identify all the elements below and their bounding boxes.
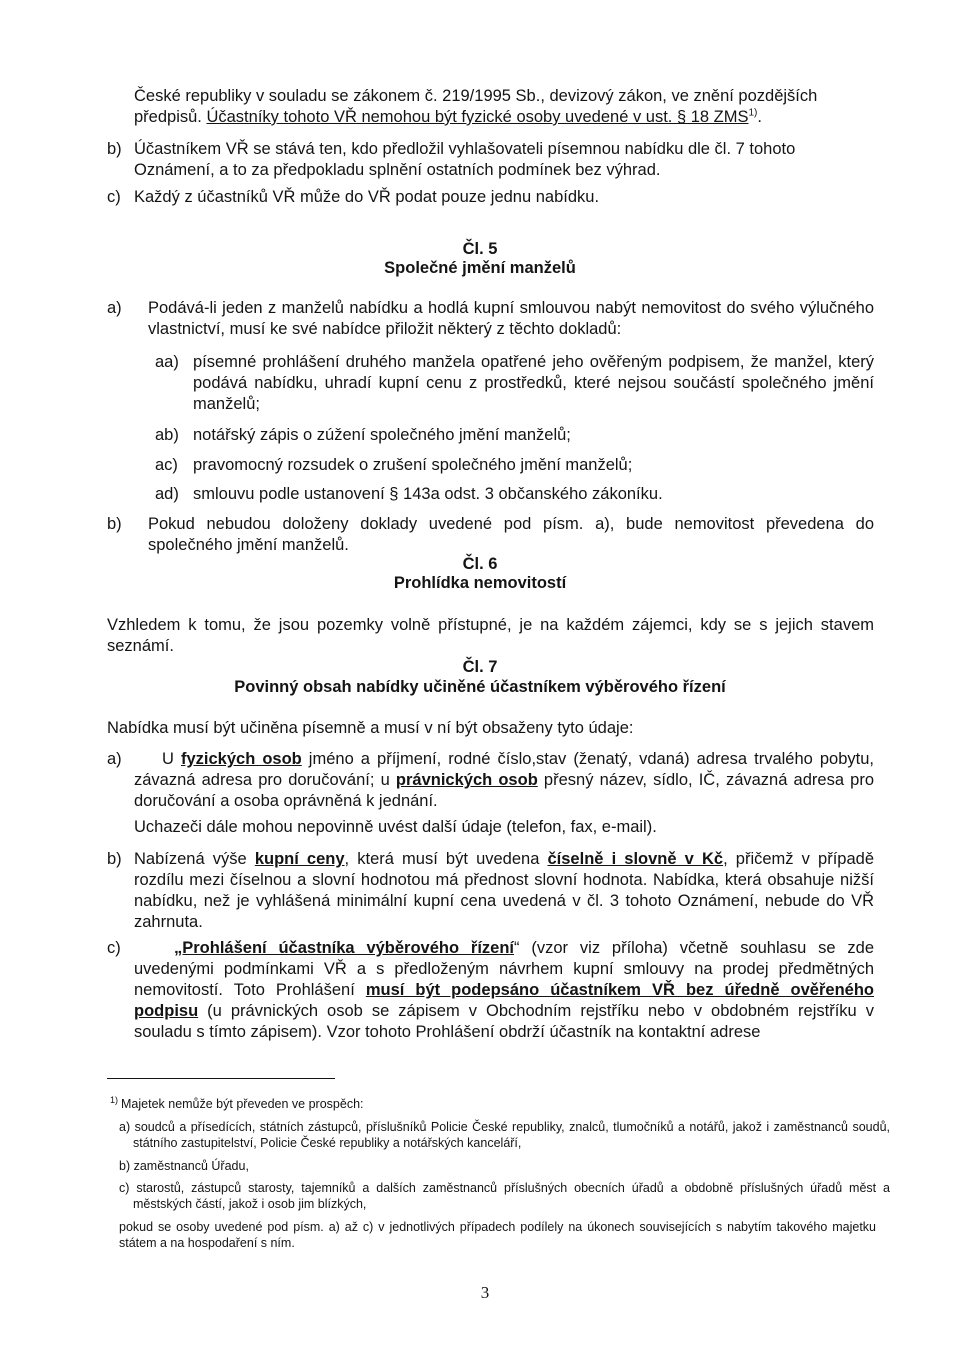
cl5-ad-label: ad)	[155, 485, 179, 503]
cl6-text: Vzhledem k tomu, že jsou pozemky volně přístupné, je na každém zájemci, kdy se s jejich stavem seznámí.	[107, 616, 874, 655]
cl5-ab-label: ab)	[155, 426, 179, 444]
cl7-c-label: c)	[107, 939, 121, 957]
cl5-ad-text: smlouvu podle ustanovení § 143a odst. 3 občanského zákoníku.	[193, 485, 663, 503]
cl7-number: Čl. 7	[462, 658, 498, 676]
cl5-a-label: a)	[107, 299, 122, 317]
cl5-a-text: Podává-li jeden z manželů nabídku a hodlá kupní smlouvou nabýt nemovitost do svého výlučného vlastnictví, musí ke své nabídce přiložit některý z těchto dokladů:	[148, 299, 874, 338]
cl7-a-t1: U	[162, 750, 181, 768]
cl7-b-t1: Nabízená výše	[134, 850, 255, 868]
intro-line2-underlined: Účastníky tohoto VŘ nemohou být fyzické osoby uvedené v ust. § 18 ZMS	[206, 108, 749, 126]
cl7-b-text	[134, 849, 874, 933]
cl5-aa-text: písemné prohlášení druhého manžela opatřené jeho ověřeným podpisem, že manžel, který podává nabídku, uhradí kupní cenu z prostředků, které nejsou součástí společného jmění manželů;	[193, 353, 874, 413]
footnote-b: b) zaměstnanců Úřadu,	[119, 1159, 249, 1173]
cl7-c-t1: “ (vzor viz příloha) včetně souhlasu se zde uvedenými podmínkami VŘ a s předloženým návrhem kupní smlouvy na prodej předmětných nemovitostí. Toto Prohlášení	[134, 939, 874, 999]
cl6-title: Prohlídka nemovitostí	[393, 574, 567, 592]
cl7-b-label: b)	[107, 850, 122, 868]
cl5-aa-label: aa)	[155, 353, 179, 371]
footnote-c: c) starostů, zástupců starosty, tajemníků a dalších zaměstnanců příslušných obecních úřadů a obdobně příslušných úřadů měst a městských částí, jakož i osob jim blízkých,	[119, 1181, 890, 1211]
cl7-a-t3: přesný název, sídlo, IČ, závazná adresa pro doručování a osoba oprávněná k jednání.	[134, 771, 875, 810]
cl5-ac-text: pravomocný rozsudek o zrušení společného jmění manželů;	[193, 456, 633, 474]
footnote-mark-text: 1)	[110, 1095, 119, 1105]
intro-b-label: b)	[107, 140, 122, 158]
intro-b-text: Účastníkem VŘ se stává ten, kdo předložil vyhlašovateli písemnou nabídku dle čl. 7 tohoto Oznámení, a to za předpokladu splnění ostatních podmínek bez výhrad.	[134, 140, 796, 179]
footnote-ref: 1)	[748, 107, 758, 119]
intro-c-text: Každý z účastníků VŘ může do VŘ podat pouze jednu nabídku.	[134, 188, 600, 206]
intro-line1: České republiky v souladu se zákonem č. 219/1995 Sb., devizový zákon, ve znění pozdějších	[134, 87, 818, 105]
footnote-divider	[107, 1078, 335, 1079]
cl7-c-declaration: „Prohlášení účastníka výběrového řízení	[174, 939, 515, 957]
cl6-number: Čl. 6	[462, 555, 498, 573]
cl5-ac-label: ac)	[155, 456, 178, 474]
cl7-b-numeric-verbal: číselně i slovně v Kč	[547, 850, 724, 868]
cl7-c-t2: (u právnických osob se zápisem v Obchodním rejstříku nebo v obdobném rejstříku v souladu s tímto zápisem). Vzor tohoto Prohlášení obdrží účastník na kontaktní adrese	[134, 1002, 874, 1041]
cl5-b-text: Pokud nebudou doloženy doklady uvedené pod písm. a), bude nemovitost převedena do společného jmění manželů.	[148, 515, 874, 554]
intro-line2-end: .	[757, 108, 762, 126]
cl7-a-extra: Uchazeči dále mohou nepovinně uvést další údaje (telefon, fax, e-mail).	[134, 818, 657, 836]
cl7-a-t2: jméno a příjmení, rodné číslo,stav (ženatý, vdaná) adresa trvalého pobytu, závazná adresa pro doručování; u	[134, 750, 875, 789]
intro-c-label: c)	[107, 188, 121, 206]
cl7-a-label: a)	[107, 750, 122, 768]
cl7-lead: Nabídka musí být učiněna písemně a musí v ní být obsaženy tyto údaje:	[107, 719, 634, 737]
cl7-title: Povinný obsah nabídky učiněné účastníkem výběrového řízení	[234, 678, 726, 696]
cl5-ab-text: notářský zápis o zúžení společného jmění manželů;	[193, 426, 571, 444]
cl7-a-text	[134, 749, 874, 812]
footnote-head: Majetek nemůže být převeden ve prospěch:	[121, 1097, 364, 1111]
cl7-a-legal-persons: právnických osob	[395, 771, 538, 789]
page-number: 3	[480, 1283, 490, 1302]
footnote-a: a) soudců a přísedících, státních zástupců, příslušníků Policie České republiky, znalců, tlumočníků a notářů, jakož i zaměstnanců soudů, státního zastupitelství, Policie České republiky a notářských kanceláří,	[119, 1120, 890, 1150]
cl5-number: Čl. 5	[462, 240, 498, 258]
cl7-c-text	[134, 938, 874, 1043]
footnote-tail: pokud se osoby uvedené pod písm. a) až c) v jednotlivých případech podílely na úkonech souvisejících s nabytím takového majetku státem a na hospodaření s ním.	[119, 1220, 876, 1250]
cl5-title: Společné jmění manželů	[384, 259, 576, 277]
cl7-b-t3: , přičemž v případě rozdílu mezi číselnou a slovní hodnotou má přednost slovní hodnota. Nabídka, která obsahuje nižší nabídku, než je vyhlášená minimální kupní cena uvedená v čl. 3 tohoto Oznámení, nebude do VŘ zahrnuta.	[134, 850, 874, 931]
cl7-a-natural-persons: fyzických osob	[180, 750, 302, 768]
cl7-b-purchase-price: kupní ceny	[254, 850, 345, 868]
cl7-c-signature-requirement: musí být podepsáno účastníkem VŘ bez úředně ověřeného podpisu	[134, 981, 874, 1020]
cl5-b-label: b)	[107, 515, 122, 533]
footnote-mark	[110, 1092, 118, 1112]
intro-paragraph	[134, 86, 874, 128]
cl7-b-t2: , která musí být uvedena	[344, 850, 548, 868]
intro-line2-plain: předpisů.	[134, 108, 207, 126]
